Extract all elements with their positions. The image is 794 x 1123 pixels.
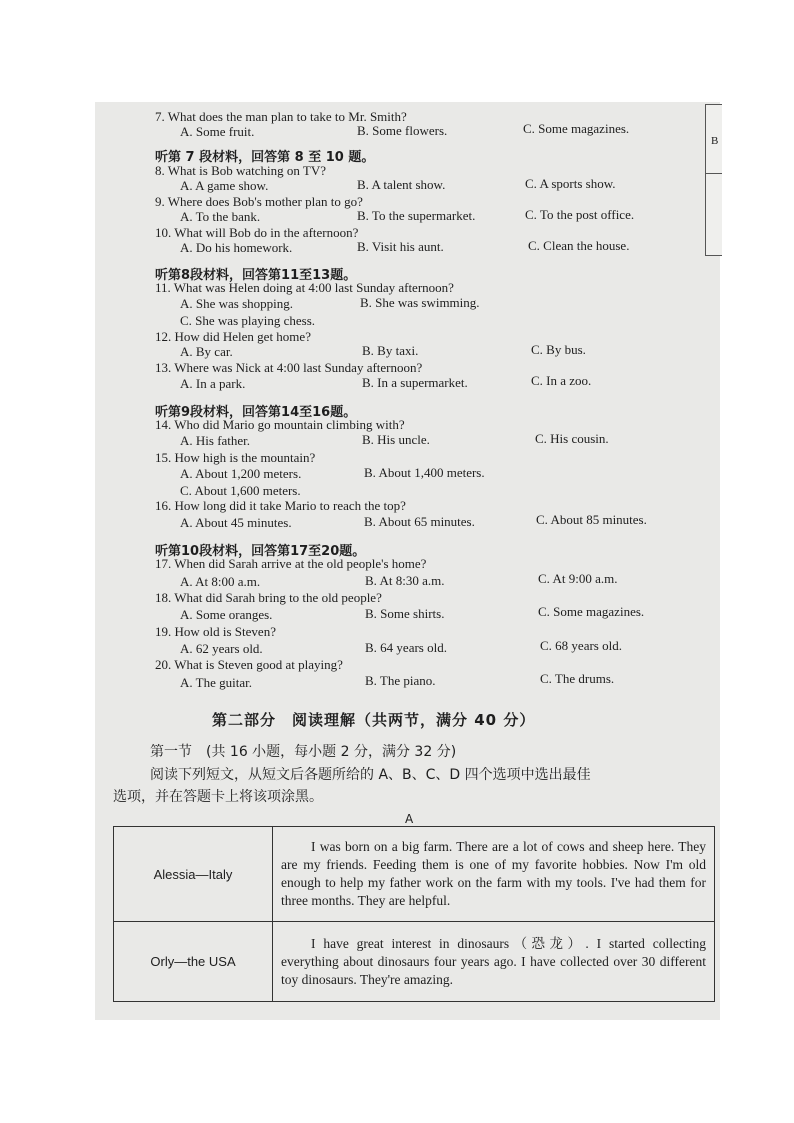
answer-box-edge	[705, 104, 722, 256]
option-13c: C. In a zoo.	[531, 373, 592, 388]
option-18b: B. Some shirts.	[365, 606, 445, 621]
option-15c: C. About 1,600 meters.	[180, 483, 301, 498]
instruction-line-2: 选项，并在答题卡上将该项涂黑。	[113, 789, 323, 805]
person-name: Alessia—Italy	[114, 827, 273, 922]
option-7c: C. Some magazines.	[523, 121, 630, 136]
option-16a: A. About 45 minutes.	[180, 515, 292, 530]
option-10c: C. Clean the house.	[528, 238, 630, 253]
option-16c: C. About 85 minutes.	[536, 512, 647, 527]
option-20c: C. The drums.	[540, 671, 615, 686]
option-19b: B. 64 years old.	[365, 640, 447, 655]
question-9: 9. Where does Bob's mother plan to go?	[155, 194, 363, 209]
option-18a: A. Some oranges.	[180, 607, 273, 622]
option-9c: C. To the post office.	[525, 207, 635, 222]
option-19a: A. 62 years old.	[180, 641, 263, 656]
option-16b: B. About 65 minutes.	[364, 514, 475, 529]
section-heading-9: 听第9段材料，回答第14至16题。	[155, 405, 357, 420]
option-9b: B. To the supermarket.	[357, 208, 476, 223]
option-20b: B. The piano.	[365, 673, 436, 688]
question-18: 18. What did Sarah bring to the old people?	[155, 590, 382, 605]
option-13a: A. In a park.	[180, 376, 246, 391]
table-row	[114, 827, 715, 922]
edge-letter: B	[711, 135, 719, 147]
option-11a: A. She was shopping.	[180, 296, 294, 311]
section-heading-10: 听第10段材料，回答第17至20题。	[155, 544, 366, 559]
instruction-line-1: 阅读下列短文，从短文后各题所给的 A、B、C、D 四个选项中选出最佳	[150, 767, 591, 783]
person-name: Orly—the USA	[114, 922, 273, 1002]
question-16: 16. How long did it take Mario to reach the top?	[155, 498, 406, 513]
question-11: 11. What was Helen doing at 4:00 last Sunday afternoon?	[155, 280, 454, 295]
option-11c: C. She was playing chess.	[180, 313, 316, 328]
option-14c: C. His cousin.	[535, 431, 609, 446]
section-heading-8: 听第8段材料，回答第11至13题。	[155, 268, 357, 283]
table-row	[114, 922, 715, 1002]
passage-text: I was born on a big farm. There are a lot of cows and sheep here. They are my friends. Feeding them is one of my favorite hobbies. Now I'm old enough to help my father work on the farm with my tools. I've had them for three months. They are helpful.	[281, 839, 706, 908]
question-8: 8. What is Bob watching on TV?	[155, 163, 327, 178]
question-19: 19. How old is Steven?	[155, 624, 276, 639]
section1-heading: 第一节 (共 16 小题，每小题 2 分，满分 32 分)	[150, 744, 457, 760]
option-10a: A. Do his homework.	[180, 240, 293, 255]
person-text	[273, 922, 715, 1002]
reading-table	[113, 826, 715, 1002]
option-8c: C. A sports show.	[525, 176, 616, 191]
question-7: 7. What does the man plan to take to Mr. Smith?	[155, 109, 407, 124]
question-15: 15. How high is the mountain?	[155, 450, 316, 465]
option-15b: B. About 1,400 meters.	[364, 465, 485, 480]
part2-title: 第二部分 阅读理解（共两节，满分 40 分）	[212, 711, 536, 729]
person-text	[273, 827, 715, 922]
question-10: 10. What will Bob do in the afternoon?	[155, 225, 359, 240]
option-12c: C. By bus.	[531, 342, 586, 357]
option-8a: A. A game show.	[180, 178, 269, 193]
option-14a: A. His father.	[180, 433, 251, 448]
question-14: 14. Who did Mario go mountain climbing with?	[155, 417, 405, 432]
option-18c: C. Some magazines.	[538, 604, 645, 619]
option-20a: A. The guitar.	[180, 675, 252, 690]
option-17b: B. At 8:30 a.m.	[365, 573, 445, 588]
option-10b: B. Visit his aunt.	[357, 239, 444, 254]
option-17c: C. At 9:00 a.m.	[538, 571, 618, 586]
option-9a: A. To the bank.	[180, 209, 261, 224]
option-19c: C. 68 years old.	[540, 638, 622, 653]
edge-divider	[706, 173, 722, 174]
option-13b: B. In a supermarket.	[362, 375, 468, 390]
option-7a: A. Some fruit.	[180, 124, 255, 139]
option-8b: B. A talent show.	[357, 177, 446, 192]
option-17a: A. At 8:00 a.m.	[180, 574, 261, 589]
question-17: 17. When did Sarah arrive at the old people's home?	[155, 556, 427, 571]
option-12b: B. By taxi.	[362, 343, 419, 358]
option-14b: B. His uncle.	[362, 432, 430, 447]
passage-text: I have great interest in dinosaurs（恐龙）. I started collecting everything about dinosaurs four years ago. I have collected over 30 different toy dinosaurs. They're amazing.	[281, 935, 706, 987]
section-heading-7: 听第 7 段材料，回答第 8 至 10 题。	[155, 150, 375, 165]
option-15a: A. About 1,200 meters.	[180, 466, 302, 481]
question-12: 12. How did Helen get home?	[155, 329, 311, 344]
question-13: 13. Where was Nick at 4:00 last Sunday afternoon?	[155, 360, 423, 375]
option-7b: B. Some flowers.	[357, 123, 448, 138]
option-11b: B. She was swimming.	[360, 295, 480, 310]
option-12a: A. By car.	[180, 344, 233, 359]
passage-label: A	[405, 812, 414, 826]
question-20: 20. What is Steven good at playing?	[155, 657, 343, 672]
